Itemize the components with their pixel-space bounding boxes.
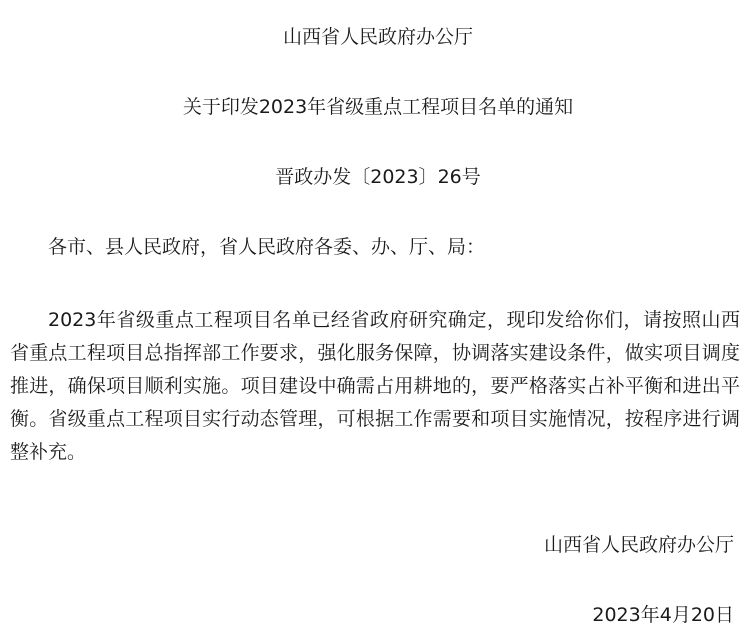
body-paragraph: 2023年省级重点工程项目名单已经省政府研究确定，现印发给你们，请按照山西省重点工程项目总指挥部工作要求，强化服务保障，协调落实建设条件，做实项目调度推进，确保项目顺利实施。项目建设中确需占用耕地的，要严格落实占补平衡和进出平衡。省级重点工程项目实行动态管理，可根据工作需要和项目实施情况，按程序进行调整补充。 xyxy=(10,309,740,463)
document-number: 晋政办发〔2023〕26号 xyxy=(275,166,481,188)
issuing-office-heading: 山西省人民政府办公厅 xyxy=(282,26,473,48)
signature-issuer: 山西省人民政府办公厅 xyxy=(543,534,734,556)
notice-title: 关于印发2023年省级重点工程项目名单的通知 xyxy=(182,96,574,118)
signature-date: 2023年4月20日 xyxy=(592,604,734,626)
salutation: 各市、县人民政府，省人民政府各委、办、厅、局： xyxy=(48,236,486,258)
